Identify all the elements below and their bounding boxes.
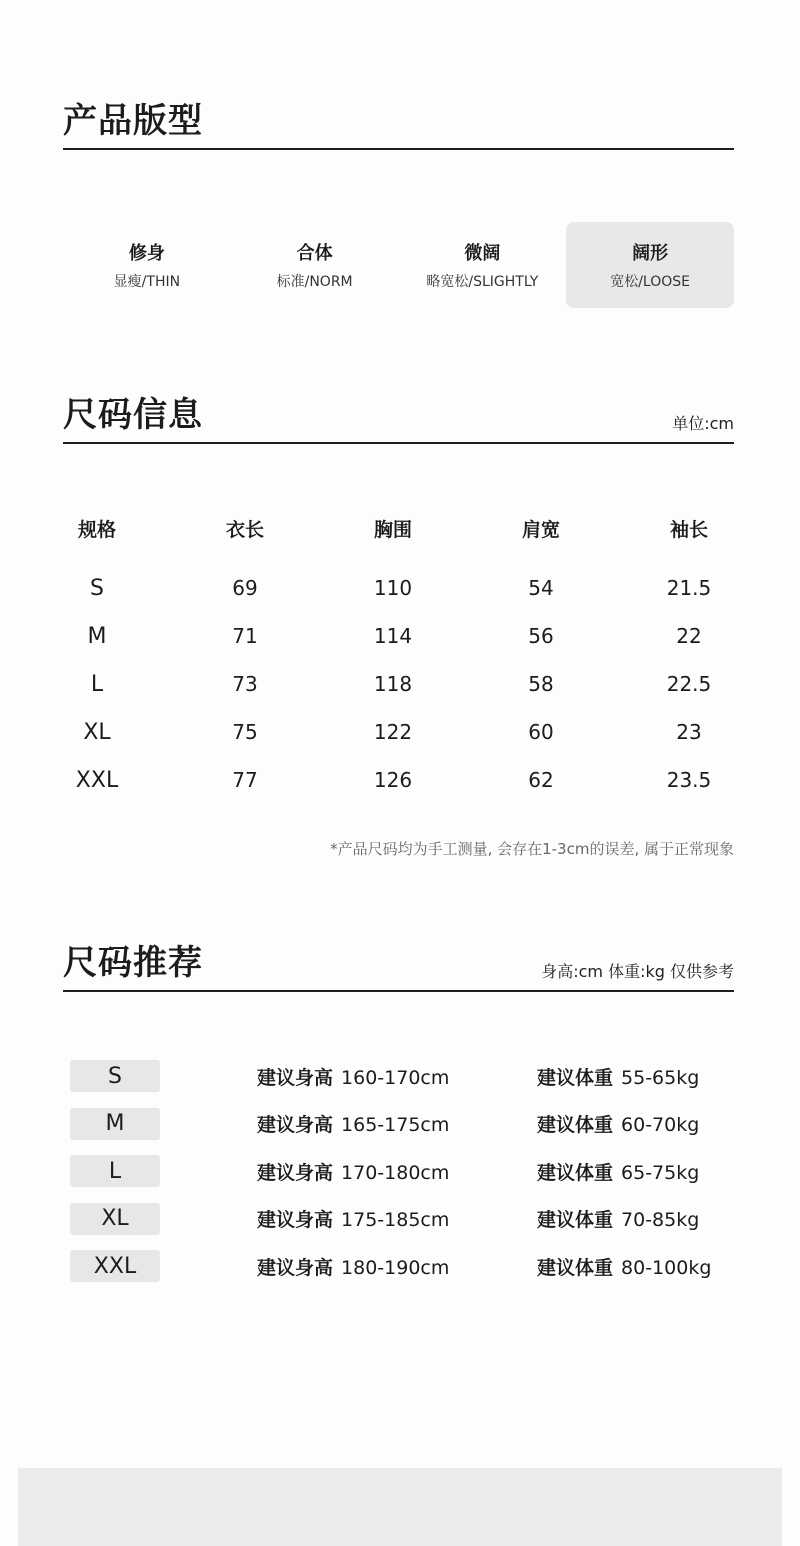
list-item [70,1108,770,1140]
height-label: 建议身高 [257,1256,334,1279]
height-recommendation [257,1158,449,1185]
table-cell: 62 [528,768,554,792]
table-cell: 77 [232,768,258,792]
size-badge: M [70,1108,160,1140]
size-badge: S [70,1060,160,1092]
fit-section-title: 产品版型 [63,101,203,141]
weight-value: 65-75kg [621,1161,700,1184]
size-table [23,504,786,804]
table-cell: 71 [232,624,258,648]
table-cell: 69 [232,576,258,600]
weight-label: 建议体重 [537,1209,614,1231]
column-header-sleeve: 袖长 [669,518,708,541]
recommend-note: 身高:cm 体重:kg 仅供参考 [541,962,734,981]
table-header-row [23,504,786,552]
fit-option-name: 合体 [296,243,333,264]
weight-label: 建议体重 [537,1161,614,1184]
table-cell: M [87,623,107,649]
height-label: 建议身高 [257,1066,334,1089]
fit-option-sub: 显瘦/THIN [113,274,181,290]
table-cell: 21.5 [666,576,712,600]
column-header-shoulder: 肩宽 [521,518,560,541]
weight-label: 建议体重 [537,1114,614,1136]
unit-label: 单位:cm [672,414,734,433]
fit-option-name: 阔形 [632,243,669,264]
table-cell: 114 [373,624,413,648]
table-cell: 60 [528,720,554,744]
bottom-image-band [18,1468,782,1546]
list-item [70,1060,770,1092]
table-cell: XXL [75,767,119,793]
table-cell: 118 [373,672,413,696]
list-item [70,1155,770,1187]
column-header-size: 规格 [77,518,116,541]
recommend-header [63,943,734,992]
weight-value: 55-65kg [621,1066,700,1089]
table-row [23,612,786,660]
table-cell: 23.5 [666,768,712,792]
table-cell: 58 [528,672,554,696]
table-cell: 73 [232,672,258,696]
height-label: 建议身高 [257,1209,334,1231]
weight-label: 建议体重 [537,1256,614,1279]
fit-option-loose [566,222,734,308]
weight-label: 建议体重 [537,1066,614,1089]
fit-option-sub: 标准/NORM [276,274,353,290]
fit-option-sub: 宽松/LOOSE [610,274,691,290]
height-recommendation [257,1205,449,1232]
height-label: 建议身高 [257,1114,334,1136]
measurement-note: *产品尺码均为手工测量, 会存在1-3cm的误差, 属于正常现象 [330,840,734,858]
weight-recommendation [537,1063,699,1090]
table-cell: XL [83,719,111,745]
weight-value: 60-70kg [621,1114,700,1136]
fit-option-norm [231,222,399,308]
fit-section-header [63,101,734,150]
table-cell: 23 [676,720,702,744]
height-label: 建议身高 [257,1161,334,1184]
table-cell: 22.5 [666,672,712,696]
height-value: 170-180cm [341,1161,450,1184]
weight-recommendation [537,1110,699,1137]
table-cell: S [90,575,104,601]
fit-option-slightly [399,222,567,308]
size-badge: XL [70,1203,160,1235]
table-row [23,708,786,756]
size-badge: L [70,1155,160,1187]
table-cell: 75 [232,720,258,744]
weight-recommendation [537,1158,699,1185]
list-item [70,1250,770,1282]
table-cell: L [90,671,104,697]
weight-value: 80-100kg [621,1256,712,1279]
recommend-list [70,1060,770,1298]
fit-option-name: 微阔 [464,243,501,264]
table-cell: 54 [528,576,554,600]
fit-option-thin [63,222,231,308]
weight-recommendation [537,1253,711,1280]
list-item [70,1203,770,1235]
fit-option-sub: 略宽松/SLIGHTLY [426,274,539,290]
table-cell: 110 [373,576,413,600]
height-recommendation [257,1110,449,1137]
table-cell: 56 [528,624,554,648]
size-badge: XXL [70,1250,160,1282]
column-header-chest: 胸围 [373,518,412,541]
table-cell: 122 [373,720,413,744]
table-row [23,660,786,708]
height-value: 180-190cm [341,1256,450,1279]
table-row [23,756,786,804]
table-cell: 126 [373,768,413,792]
column-header-length: 衣长 [225,518,264,541]
height-value: 175-185cm [341,1209,450,1231]
fit-options [63,222,734,308]
table-cell: 22 [676,624,702,648]
height-value: 160-170cm [341,1066,450,1089]
height-value: 165-175cm [341,1114,450,1136]
weight-value: 70-85kg [621,1209,700,1231]
fit-option-name: 修身 [128,243,165,264]
table-row [23,564,786,612]
weight-recommendation [537,1205,699,1232]
size-info-header [63,395,734,444]
height-recommendation [257,1253,449,1280]
height-recommendation [257,1063,449,1090]
recommend-title: 尺码推荐 [63,943,203,983]
size-info-title: 尺码信息 [63,395,203,435]
